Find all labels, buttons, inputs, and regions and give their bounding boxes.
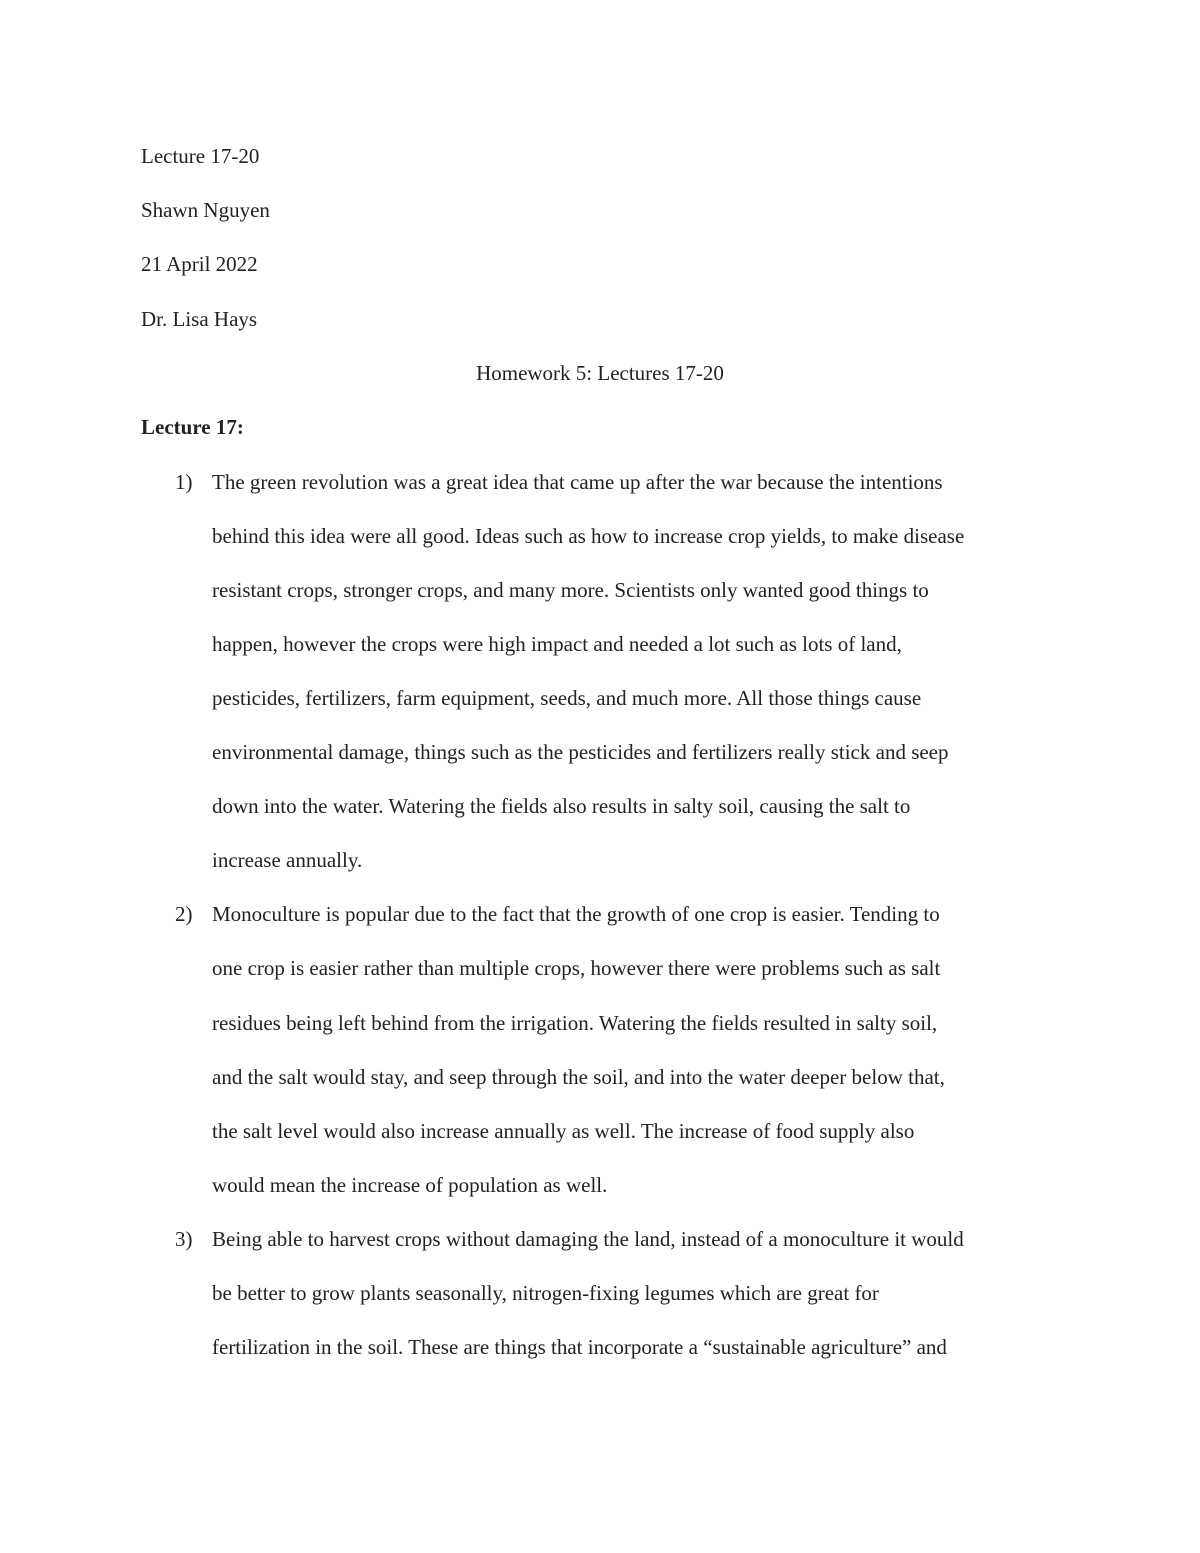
course-line: Lecture 17-20 xyxy=(141,144,260,168)
document-title: Homework 5: Lectures 17-20 xyxy=(476,361,724,385)
item-text-line: pesticides, fertilizers, farm equipment, seeds, and much more. All those things cause xyxy=(212,686,922,710)
item-number: 1) xyxy=(175,470,193,494)
item-text-line: would mean the increase of population as well. xyxy=(212,1173,608,1197)
section-heading: Lecture 17: xyxy=(141,415,244,439)
item-text-line: down into the water. Watering the fields also results in salty soil, causing the salt to xyxy=(212,794,911,818)
item-text-line: happen, however the crops were high impact and needed a lot such as lots of land, xyxy=(212,632,902,656)
item-text-line: one crop is easier rather than multiple crops, however there were problems such as salt xyxy=(212,956,941,980)
item-number: 2) xyxy=(175,902,193,926)
item-text-line: environmental damage, things such as the pesticides and fertilizers really stick and seep xyxy=(212,740,949,764)
item-number: 3) xyxy=(175,1227,193,1251)
item-text-line: The green revolution was a great idea that came up after the war because the intentions xyxy=(212,470,943,494)
student-name: Shawn Nguyen xyxy=(141,198,270,222)
item-text-line: residues being left behind from the irrigation. Watering the fields resulted in salty soil, xyxy=(212,1011,938,1035)
item-text-line: fertilization in the soil. These are things that incorporate a “sustainable agriculture” and xyxy=(212,1335,947,1359)
item-text-line: the salt level would also increase annually as well. The increase of food supply also xyxy=(212,1119,915,1143)
item-text-line: increase annually. xyxy=(212,848,363,872)
item-text-line: behind this idea were all good. Ideas such as how to increase crop yields, to make disease xyxy=(212,524,965,548)
instructor-line: Dr. Lisa Hays xyxy=(141,307,258,331)
item-text-line: and the salt would stay, and seep through the soil, and into the water deeper below that, xyxy=(212,1065,945,1089)
item-text-line: resistant crops, stronger crops, and many more. Scientists only wanted good things to xyxy=(212,578,929,602)
item-text-line: be better to grow plants seasonally, nitrogen-fixing legumes which are great for xyxy=(212,1281,879,1305)
item-text-line: Monoculture is popular due to the fact that the growth of one crop is easier. Tending to xyxy=(212,902,940,926)
date-line: 21 April 2022 xyxy=(141,252,258,276)
item-text-line: Being able to harvest crops without damaging the land, instead of a monoculture it would xyxy=(212,1227,964,1251)
